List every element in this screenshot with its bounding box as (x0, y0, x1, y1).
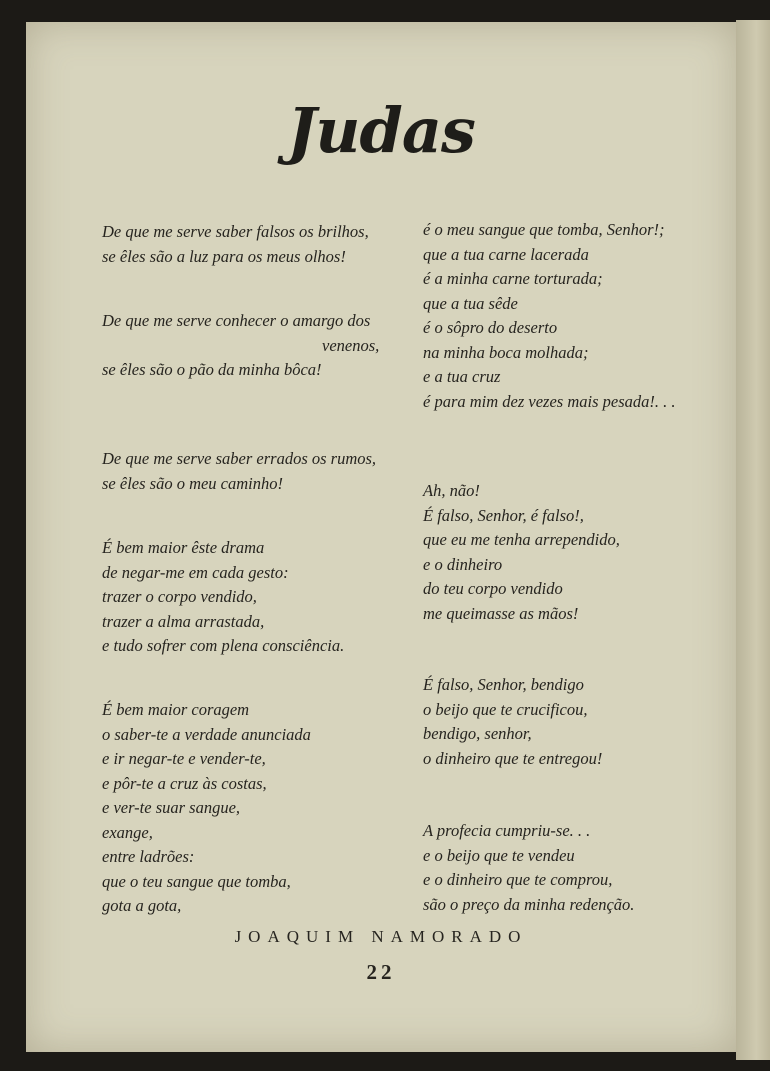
verse-line: e ver-te suar sangue, (102, 798, 241, 817)
verse-line: É bem maior coragem (102, 700, 250, 719)
verse-line: o saber-te a verdade anunciada (102, 724, 311, 744)
verse-line: gota a gota, (102, 896, 182, 915)
verse-line: De que me serve saber errados os rumos, (102, 449, 377, 468)
verse-line: que eu me tenha arrependido, (423, 530, 620, 549)
verse-line: bendigo, senhor, (423, 724, 532, 743)
stanza-left-3 (102, 447, 376, 496)
verse-line: De que me serve saber falsos os brilhos, (102, 222, 369, 241)
verse-line: trazer a alma arrastada, (102, 611, 265, 631)
verse-line: de negar-me em cada gesto: (102, 562, 289, 582)
verse-line: é para mim dez vezes mais pesada!. . . (423, 391, 676, 411)
verse-line: É falso, Senhor, bendigo (423, 675, 584, 694)
verse-line: e ir negar-te e vender-te, (102, 749, 266, 768)
stanza-left-2 (102, 309, 379, 383)
poem-title: Judas (287, 94, 475, 167)
verse-line: e o dinheiro que te comprou, (423, 870, 613, 889)
author-name: JOAQUIM NAMORADO (234, 927, 528, 946)
verse-line: o dinheiro que te entregou! (423, 748, 603, 768)
verse-line: é o meu sangue que tomba, Senhor!; (423, 220, 665, 239)
verse-line: se êles são o meu caminho! (102, 473, 284, 493)
verse-line: venenos, (322, 335, 380, 355)
verse-line: É falso, Senhor, é falso!, (423, 505, 584, 525)
stanza-right-2 (423, 479, 620, 626)
stanza-right-4 (423, 819, 634, 917)
stanza-left-5 (102, 698, 311, 919)
page-number: 22 (366, 960, 396, 984)
verse-line: são o preço da minha redenção. (423, 894, 635, 914)
verse-line: que a tua carne lacerada (423, 244, 589, 264)
verse-line: e tudo sofrer com plena consciência. (102, 636, 345, 655)
stanza-right-1 (423, 218, 676, 414)
verse-line: e a tua cruz (423, 367, 501, 386)
verse-line: na minha boca molhada; (423, 342, 589, 362)
verse-line: e o dinheiro (423, 554, 503, 574)
verse-line: é o sôpro do deserto (423, 318, 558, 337)
stanza-left-1 (102, 220, 369, 269)
verse-line: que a tua sêde (423, 293, 518, 313)
verse-line: exange, (102, 822, 153, 842)
verse-line: trazer o corpo vendido, (102, 587, 257, 606)
verse-line: do teu corpo vendido (423, 579, 563, 598)
verse-line: se êles são a luz para os meus olhos! (102, 246, 346, 266)
verse-line: é a minha carne torturada; (423, 269, 603, 288)
verse-line: A profecia cumpriu-se. . . (423, 821, 591, 840)
verse-line: e pôr-te a cruz às costas, (102, 773, 267, 793)
verse-line: me queimasse as mãos! (423, 603, 579, 623)
stanza-left-4 (102, 536, 344, 659)
verse-line: se êles são o pão da minha bôca! (102, 360, 322, 379)
book-page (26, 22, 736, 1052)
verse-line: Ah, não! (423, 481, 480, 500)
verse-line: De que me serve conhecer o amargo dos (102, 311, 371, 330)
adjacent-page-edge (736, 20, 770, 1060)
verse-line: o beijo que te crucificou, (423, 699, 588, 719)
verse-line: que o teu sangue que tomba, (102, 871, 291, 891)
verse-line: É bem maior êste drama (102, 538, 265, 557)
verse-line: e o beijo que te vendeu (423, 845, 575, 865)
verse-line: entre ladrões: (102, 847, 195, 866)
stanza-right-3 (423, 673, 602, 771)
